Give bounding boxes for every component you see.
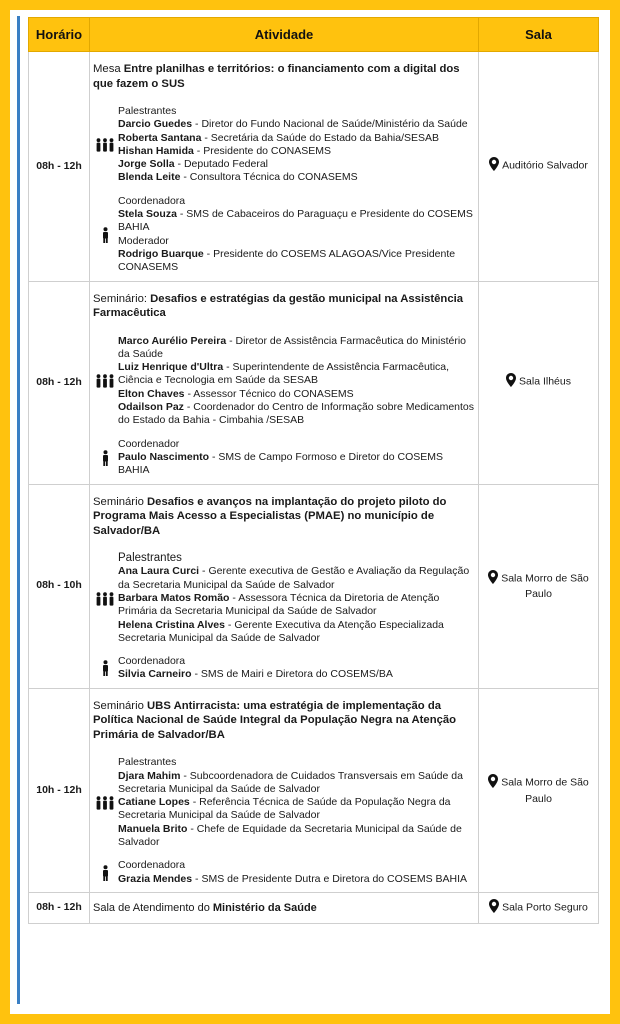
activity-title-prefix: Sala de Atendimento do <box>93 901 213 914</box>
activity-title-bold: Ministério da Saúde <box>212 901 317 914</box>
speaker-separator: - <box>189 796 200 809</box>
speakers-label: Palestrantes <box>118 756 177 769</box>
row-room <box>479 892 599 924</box>
header-activity: Atividade <box>90 18 479 52</box>
speaker-separator: - <box>225 618 235 631</box>
coordinator-label: Coordenadora <box>118 859 186 872</box>
speakers-label: Palestrantes <box>118 105 177 117</box>
moderator-name: Rodrigo Buarque <box>118 247 204 260</box>
row-activity <box>90 484 479 688</box>
speaker-name: Catiane Lopes <box>118 796 190 809</box>
person-icon <box>92 865 118 881</box>
row-time: 10h - 12h <box>29 688 90 892</box>
speaker-entry <box>118 361 476 388</box>
group-people-icon <box>92 592 118 606</box>
speaker-entry <box>118 565 476 592</box>
row-activity <box>90 52 479 282</box>
speaker-entry <box>118 132 476 145</box>
speaker-name: Elton Chaves <box>118 387 185 400</box>
moderator-separator: - <box>203 247 214 260</box>
speaker-desc: Subcoordenadora de Cuidados Transversais em Saúde da Secretaria Municipal da Saúde de Salvador <box>118 769 463 795</box>
header-room: Sala <box>479 18 599 52</box>
activity-title-prefix: Seminário <box>93 699 147 712</box>
speaker-entry <box>118 796 476 823</box>
row-room <box>479 52 599 282</box>
row-activity <box>90 892 479 924</box>
room-name: Sala Ilhéus <box>519 375 571 388</box>
group-people-icon <box>92 374 118 388</box>
table-row <box>29 892 599 924</box>
coordinator-separator: - <box>191 668 201 681</box>
activity-title <box>93 292 476 321</box>
coordination-list <box>118 655 476 682</box>
speakers-group <box>92 756 476 849</box>
coordination-list <box>118 195 476 275</box>
row-time: 08h - 12h <box>29 281 90 484</box>
coordination-group <box>92 195 476 275</box>
coordination-group <box>92 655 476 682</box>
coordination-group <box>92 859 476 886</box>
speaker-name: Hishan Hamida <box>118 144 194 157</box>
speaker-name: Helena Cristina Alves <box>118 618 225 631</box>
speaker-desc: Referência Técnica de Saúde da População Negra da Secretaria Municipal da Saúde de Salvador <box>118 796 451 822</box>
speakers-list <box>118 335 476 428</box>
row-room <box>479 484 599 688</box>
coordinator-entry <box>118 208 476 235</box>
speaker-name: Manuela Brito <box>118 822 188 835</box>
activity-title-bold: Entre planilhas e territórios: o financiamento com a digital dos que fazem o SUS <box>93 63 460 90</box>
table-row <box>29 52 599 282</box>
person-icon <box>92 450 118 466</box>
speaker-name: Roberta Santana <box>118 131 202 144</box>
coordinator-entry <box>118 668 476 681</box>
speakers-group <box>92 552 476 645</box>
left-accent-bar <box>17 16 20 1004</box>
row-room <box>479 281 599 484</box>
coordinator-label: Coordenadora <box>118 194 186 207</box>
speakers-list <box>118 756 476 849</box>
speaker-separator: - <box>180 171 190 184</box>
table-body <box>29 52 599 924</box>
speaker-name: Darcio Guedes <box>118 118 193 131</box>
room-name: Sala Morro de São Paulo <box>501 572 589 601</box>
speaker-desc: Chefe de Equidade da Secretaria Municipal da Saúde de Salvador <box>118 822 462 848</box>
activity-title-bold: Desafios e avanços na implantação do projeto piloto do Programa Mais Acesso a Especialistas (PMAE) no município de Salvador/BA <box>93 495 447 537</box>
speaker-name: Luiz Henrique d'Ultra <box>118 361 224 374</box>
speaker-entry <box>118 770 476 797</box>
table-row <box>29 688 599 892</box>
person-icon <box>92 227 118 243</box>
coordinator-name: Grazia Mendes <box>118 872 193 885</box>
speaker-entry <box>118 592 476 619</box>
speaker-separator: - <box>174 158 184 171</box>
coordinator-separator: - <box>209 450 219 463</box>
coordinator-separator: - <box>192 872 202 885</box>
activity-title-prefix: Seminário <box>93 495 147 508</box>
speaker-desc: Assessor Técnico do CONASEMS <box>193 387 354 400</box>
group-people-icon <box>92 138 118 152</box>
coordinator-entry <box>118 873 476 886</box>
speaker-name: Ana Laura Curci <box>118 565 200 578</box>
coordinator-desc: SMS de Presidente Dutra e Diretora do COSEMS BAHIA <box>201 872 467 885</box>
row-time: 08h - 10h <box>29 484 90 688</box>
speaker-desc: Presidente do CONASEMS <box>203 144 332 157</box>
coordination-group <box>92 438 476 478</box>
speaker-separator: - <box>192 118 202 131</box>
speaker-separator: - <box>183 401 194 414</box>
speaker-entry <box>118 145 476 158</box>
speaker-desc: Coordenador do Centro de Informação sobre Medicamentos do Estado da Bahia - Cimbahia /SESAB <box>118 401 475 427</box>
speaker-entry <box>118 619 476 646</box>
speaker-separator: - <box>223 361 233 374</box>
moderator-desc: Presidente do COSEMS ALAGOAS/Vice Presidente CONASEMS <box>118 247 456 274</box>
speaker-separator: - <box>229 591 239 604</box>
speaker-entry <box>118 335 476 362</box>
speaker-desc: Secretária da Saúde do Estado da Bahia/SESAB <box>210 131 440 144</box>
moderator-entry <box>118 248 476 275</box>
speaker-entry <box>118 388 476 401</box>
coordinator-name: Paulo Nascimento <box>118 450 210 463</box>
coordinator-label: Coordenador <box>118 437 180 450</box>
speaker-entry <box>118 823 476 850</box>
speakers-label: Palestrantes <box>118 552 182 565</box>
speakers-group <box>92 335 476 428</box>
coordination-list <box>118 859 476 886</box>
activity-title-bold: UBS Antirracista: uma estratégia de implementação da Política Nacional de Saúde Integral da População Negra na Atenção Primária de Salvador/BA <box>93 699 457 741</box>
activity-title <box>93 62 476 91</box>
activity-title <box>93 901 476 916</box>
speaker-entry <box>118 401 476 428</box>
speaker-desc: Assessora Técnica da Diretoria de Atenção Primária da Secretaria Municipal da Saúde de Salvador <box>118 591 440 618</box>
coordinator-name: Silvia Carneiro <box>118 668 192 681</box>
speaker-name: Djara Mahim <box>118 769 181 782</box>
speaker-desc: Gerente executiva de Gestão e Avaliação da Regulação da Secretaria Municipal da Saúde de Salvador <box>118 565 470 591</box>
activity-title-bold: Desafios e estratégias da gestão municipal na Assistência Farmacêutica <box>93 292 464 320</box>
person-icon <box>92 660 118 676</box>
activity-title-prefix: Mesa <box>93 63 124 75</box>
speaker-name: Blenda Leite <box>118 171 181 184</box>
speaker-desc: Gerente Executiva da Atenção Especializada Secretaria Municipal da Saúde de Salvador <box>118 618 444 644</box>
speakers-list <box>118 105 476 185</box>
moderator-label: Moderador <box>118 234 169 247</box>
speaker-separator: - <box>184 387 194 400</box>
coordinator-desc: SMS de Mairi e Diretora do COSEMS/BA <box>200 668 393 681</box>
speaker-name: Jorge Solla <box>118 158 175 171</box>
speaker-entry <box>118 118 476 131</box>
speakers-list <box>118 552 476 645</box>
speaker-separator: - <box>193 144 204 157</box>
coordinator-separator: - <box>176 208 187 221</box>
schedule-table <box>28 17 599 924</box>
location-pin-icon <box>488 774 498 792</box>
row-room <box>479 688 599 892</box>
speaker-desc: Deputado Federal <box>183 158 269 171</box>
speaker-separator: - <box>201 131 211 144</box>
table-row <box>29 484 599 688</box>
location-pin-icon <box>506 373 516 391</box>
speaker-desc: Diretor de Assistência Farmacêutica do Ministério da Saúde <box>118 334 467 360</box>
speaker-name: Odailson Paz <box>118 401 184 414</box>
coordinator-label: Coordenadora <box>118 655 186 668</box>
header-time: Horário <box>29 18 90 52</box>
speaker-desc: Diretor do Fundo Nacional de Saúde/Ministério da Saúde <box>201 118 468 131</box>
row-activity <box>90 688 479 892</box>
table-row <box>29 281 599 484</box>
activity-title <box>93 495 476 539</box>
row-time: 08h - 12h <box>29 52 90 282</box>
speaker-separator: - <box>199 565 209 578</box>
location-pin-icon <box>488 570 498 588</box>
room-name: Auditório Salvador <box>502 159 588 172</box>
table-header-row <box>29 18 599 52</box>
room-name: Sala Morro de São Paulo <box>501 776 589 805</box>
activity-title <box>93 699 476 743</box>
row-activity <box>90 281 479 484</box>
speaker-entry <box>118 171 476 184</box>
coordinator-name: Stela Souza <box>118 208 177 221</box>
speakers-group <box>92 105 476 185</box>
coordinator-desc: SMS de Cabaceiros do Paraguaçu e Presidente do COSEMS BAHIA <box>118 208 473 234</box>
group-people-icon <box>92 796 118 810</box>
row-time: 08h - 12h <box>29 892 90 924</box>
coordination-list <box>118 438 476 478</box>
activity-title-prefix: Seminário: <box>93 292 151 305</box>
location-pin-icon <box>489 157 499 175</box>
room-name: Sala Porto Seguro <box>502 901 588 914</box>
speaker-name: Barbara Matos Romão <box>118 591 230 604</box>
speaker-entry <box>118 158 476 171</box>
speaker-desc: Superintendente de Assistência Farmacêutica, Ciência e Tecnologia em Saúde da SESAB <box>118 361 450 387</box>
coordinator-desc: SMS de Campo Formoso e Diretor do COSEMS BAHIA <box>118 450 444 477</box>
speaker-separator: - <box>187 822 197 835</box>
speaker-separator: - <box>226 334 236 347</box>
location-pin-icon <box>489 899 499 917</box>
speaker-separator: - <box>180 769 190 782</box>
speaker-desc: Consultora Técnica do CONASEMS <box>189 171 358 184</box>
speaker-name: Marco Aurélio Pereira <box>118 334 227 347</box>
coordinator-entry <box>118 451 476 478</box>
